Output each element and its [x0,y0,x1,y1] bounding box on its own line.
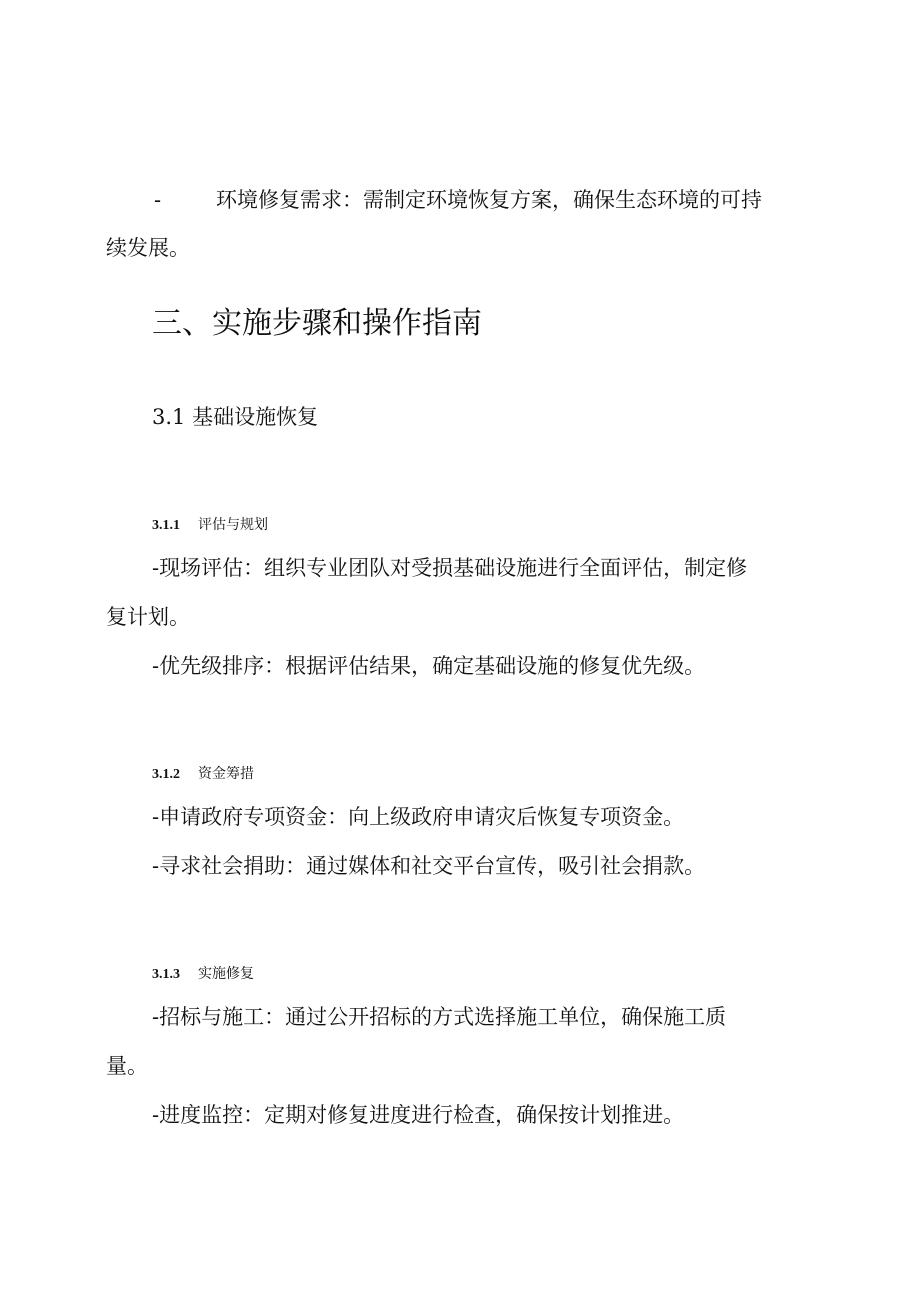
paragraph-line: 量。 [106,1054,148,1078]
item-heading-2 [152,765,254,784]
paragraph-line: 复计划。 [106,605,190,629]
item-heading-1 [152,516,268,535]
item-label: 评估与规划 [198,517,268,533]
paragraph-line: -申请政府专项资金：向上级政府申请灾后恢复专项资金。 [152,805,685,829]
item-label: 资金筹措 [198,766,254,782]
section-heading: 三、实施步骤和操作指南 [152,306,482,341]
item-number: 3.1.2 [152,767,180,782]
intro-line-2: 续发展。 [106,236,190,260]
item-heading-3 [152,965,254,984]
subsection-heading: 3.1 基础设施恢复 [152,405,319,429]
item-label: 实施修复 [198,966,254,982]
item-number: 3.1.1 [152,518,180,533]
bullet-marker: - [154,188,162,212]
paragraph-line: -进度监控：定期对修复进度进行检查，确保按计划推进。 [152,1103,685,1127]
paragraph-line: -优先级排序：根据评估结果，确定基础设施的修复优先级。 [152,654,706,678]
paragraph-line: -现场评估：组织专业团队对受损基础设施进行全面评估，制定修 [152,556,748,580]
item-number: 3.1.3 [152,967,180,982]
intro-line-1: 环境修复需求：需制定环境恢复方案，确保生态环境的可持 [216,188,762,212]
paragraph-line: -寻求社会捐助：通过媒体和社交平台宣传，吸引社会捐款。 [152,854,706,878]
paragraph-line: -招标与施工：通过公开招标的方式选择施工单位，确保施工质 [152,1005,727,1029]
